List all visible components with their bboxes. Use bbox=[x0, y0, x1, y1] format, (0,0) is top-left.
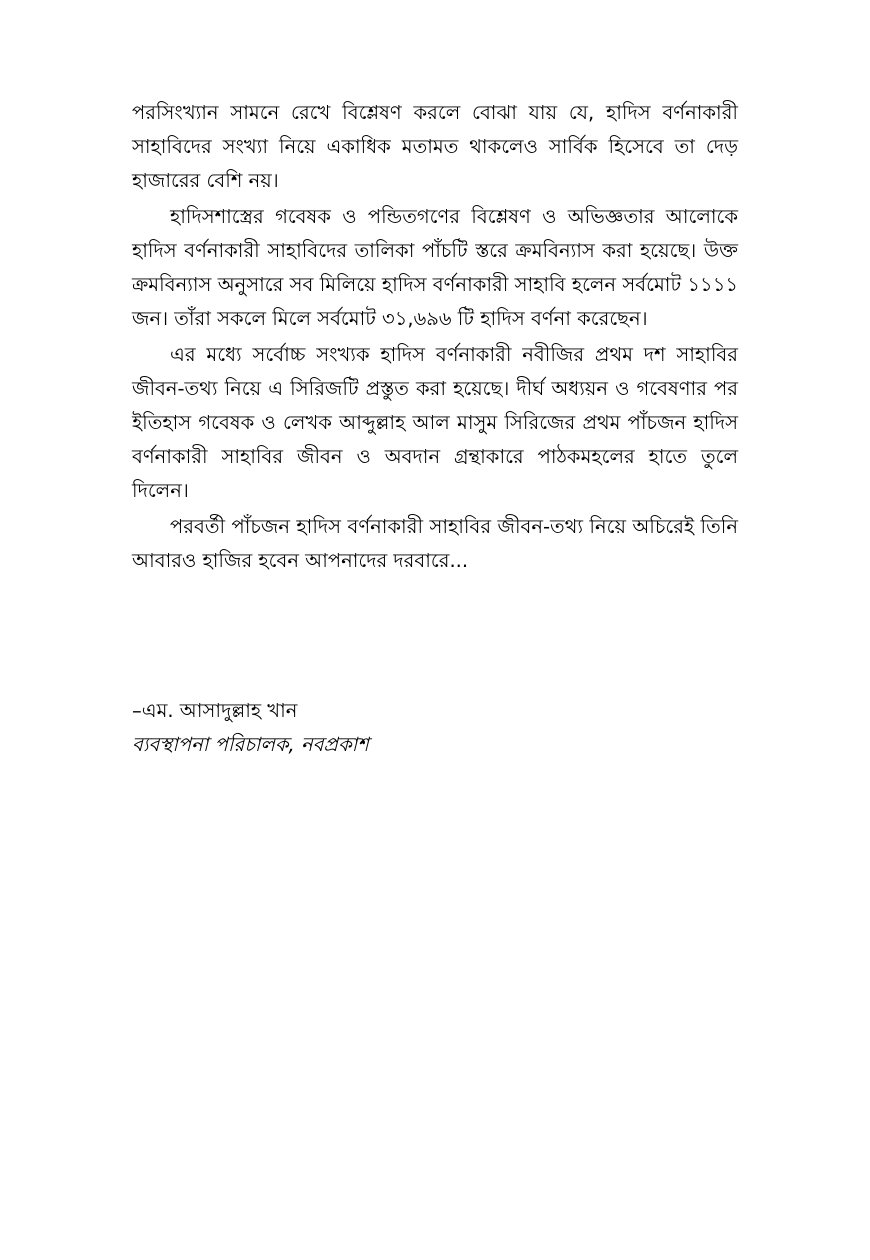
paragraph-4: পরবর্তী পাঁচজন হাদিস বর্ণনাকারী সাহাবির জীবন-তথ্য নিয়ে অচিরেই তিনি আবারও হাজির হবেন আপনাদের দরবারে... bbox=[132, 515, 738, 572]
signature-title: ব্যবস্থাপনা পরিচালক, নবপ্রকাশ bbox=[132, 733, 369, 756]
signature-block bbox=[132, 693, 738, 761]
document-body bbox=[132, 96, 738, 578]
signature-name: –এম. আসাদুল্লাহ খান bbox=[132, 699, 298, 722]
paragraph-2: হাদিসশাস্ত্রের গবেষক ও পন্ডিতগণের বিশ্লেষণ ও অভিজ্ঞতার আলোকে হাদিস বর্ণনাকারী সাহাবিদের তালিকা পাঁচটি স্তরে ক্রমবিন্যাস করা হয়েছে। উক্ত ক্রমবিন্যাস অনুসারে সব মিলিয়ে হাদিস বর্ণনাকারী সাহাবি হলেন সর্বমোট ১১১১ জন। তাঁরা সকলে মিলে সর্বমোট ৩১,৬৯৬ টি হাদিস বর্ণনা করেছেন। bbox=[132, 205, 738, 330]
paragraph-1: পরসিংখ্যান সামনে রেখে বিশ্লেষণ করলে বোঝা যায় যে, হাদিস বর্ণনাকারী সাহাবিদের সংখ্যা নিয়ে একাধিক মতামত থাকলেও সার্বিক হিসেবে তা দেড় হাজারের বেশি নয়। bbox=[132, 101, 738, 192]
paragraph-3: এর মধ্যে সর্বোচ্চ সংখ্যক হাদিস বর্ণনাকারী নবীজির প্রথম দশ সাহাবির জীবন-তথ্য নিয়ে এ সিরিজটি প্রস্তুত করা হয়েছে। দীর্ঘ অধ্যয়ন ও গবেষণার পর ইতিহাস গবেষক ও লেখক আব্দুল্লাহ আল মাসুম সিরিজের প্রথম পাঁচজন হাদিস বর্ণনাকারী সাহাবির জীবন ও অবদান গ্রন্থাকারে পাঠকমহলের হাতে তুলে দিলেন। bbox=[132, 343, 738, 502]
